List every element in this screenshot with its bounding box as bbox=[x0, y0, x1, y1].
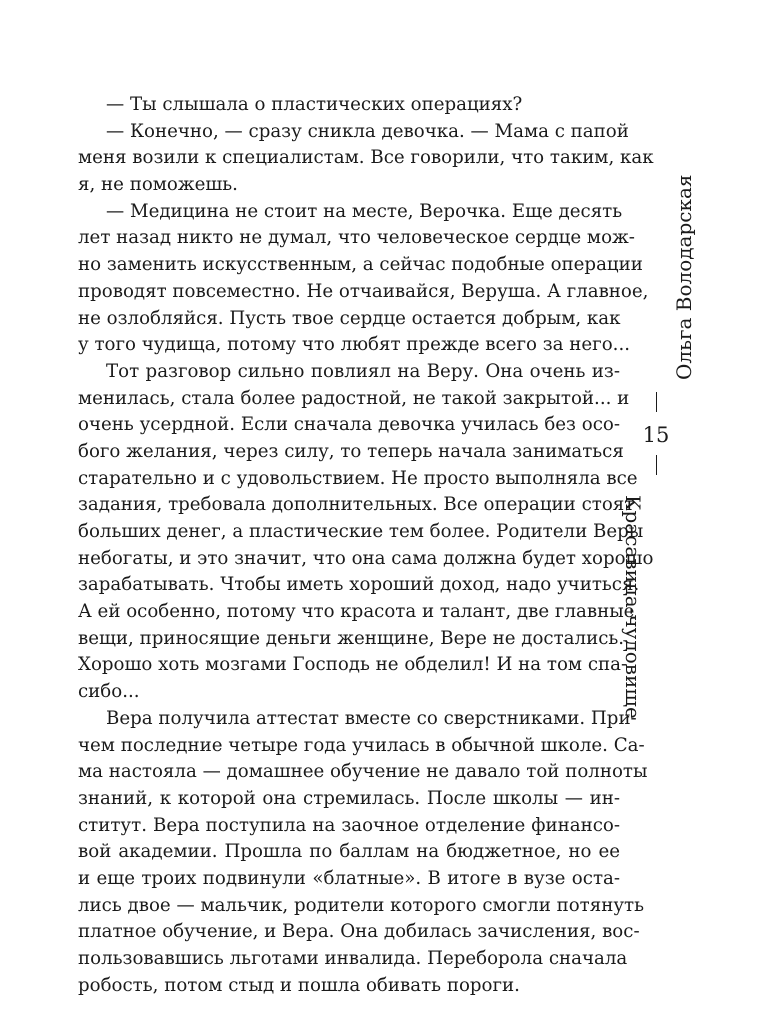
text-line: робость, потом стыд и пошла обивать пороги. bbox=[78, 974, 520, 996]
text-line: небогаты, и это значит, что она сама должна будет хорошо bbox=[78, 547, 654, 569]
text-line: ститут. Вера поступила на заочное отделение финансо- bbox=[78, 814, 620, 836]
text-line: проводят повсеместно. Не отчаивайся, Веруша. А главное, bbox=[78, 280, 649, 302]
text-line: Хорошо хоть мозгами Господь не обделил! И на том спа- bbox=[78, 654, 628, 676]
running-head-divider-bottom bbox=[656, 455, 657, 475]
text-line: сибо... bbox=[78, 681, 140, 703]
text-line: — Ты слышала о пластических операциях? bbox=[106, 94, 523, 115]
text-line: знаний, к которой она стремилась. После школы — ин- bbox=[78, 787, 620, 809]
text-line: пользовавшись льготами инвалида. Переборола сначала bbox=[78, 948, 628, 969]
text-line: и еще троих подвинули «блатные». В итоге в вузе оста- bbox=[78, 867, 620, 889]
text-line: не озлобляйся. Пусть твое сердце остается добрым, как bbox=[78, 307, 621, 329]
text-line: платное обучение, и Вера. Она добилась зачисления, вос- bbox=[78, 921, 640, 943]
text-line: старательно и с удовольствием. Не просто выполняла все bbox=[78, 467, 638, 489]
text-line: лись двое — мальчик, родители которого смогли потянуть bbox=[78, 894, 645, 916]
page-number: 15 bbox=[642, 423, 670, 447]
text-line: у того чудища, потому что любят прежде всего за него... bbox=[78, 334, 631, 356]
text-line: бого желания, через силу, то теперь начала заниматься bbox=[78, 440, 624, 462]
text-line: очень усердной. Если сначала девочка училась без осо- bbox=[78, 414, 620, 436]
running-head-divider-top bbox=[656, 392, 657, 412]
text-line: но заменить искусственным, а сейчас подобные операции bbox=[78, 254, 643, 276]
text-line: чем последние четыре года училась в обычной школе. Са- bbox=[78, 734, 645, 756]
text-line: лет назад никто не думал, что человеческое сердце мож- bbox=[78, 227, 635, 249]
text-line: А ей особенно, потому что красота и талант, две главные bbox=[78, 601, 635, 623]
text-line: вой академии. Прошла по баллам на бюджетное, но ее bbox=[78, 841, 620, 863]
running-head-author: Ольга Володарская bbox=[672, 174, 696, 380]
text-line: Тот разговор сильно повлиял на Веру. Она очень из- bbox=[106, 360, 620, 382]
text-line: менилась, стала более радостной, не такой закрытой... и bbox=[78, 387, 630, 409]
text-line: больших денег, а пластические тем более. Родители Веры bbox=[78, 521, 644, 542]
text-line: зарабатывать. Чтобы иметь хороший доход, надо учиться. bbox=[78, 574, 640, 596]
text-line: Вера получила аттестат вместе со сверстниками. При- bbox=[106, 707, 637, 729]
text-line: меня возили к специалистам. Все говорили, что таким, как bbox=[78, 147, 654, 169]
running-head-title: Красавица-чудовище bbox=[621, 495, 645, 719]
text-line: задания, требовала дополнительных. Все операции стоят bbox=[78, 494, 635, 516]
text-line: — Конечно, — сразу сникла девочка. — Мама с папой bbox=[106, 120, 629, 142]
text-line: ма настояла — домашнее обучение не давало той полноты bbox=[78, 761, 648, 783]
text-line: вещи, приносящие деньги женщине, Вере не достались. bbox=[78, 627, 625, 649]
text-line: — Медицина не стоит на месте, Верочка. Еще десять bbox=[106, 200, 623, 222]
text-line: я, не поможешь. bbox=[78, 174, 238, 196]
